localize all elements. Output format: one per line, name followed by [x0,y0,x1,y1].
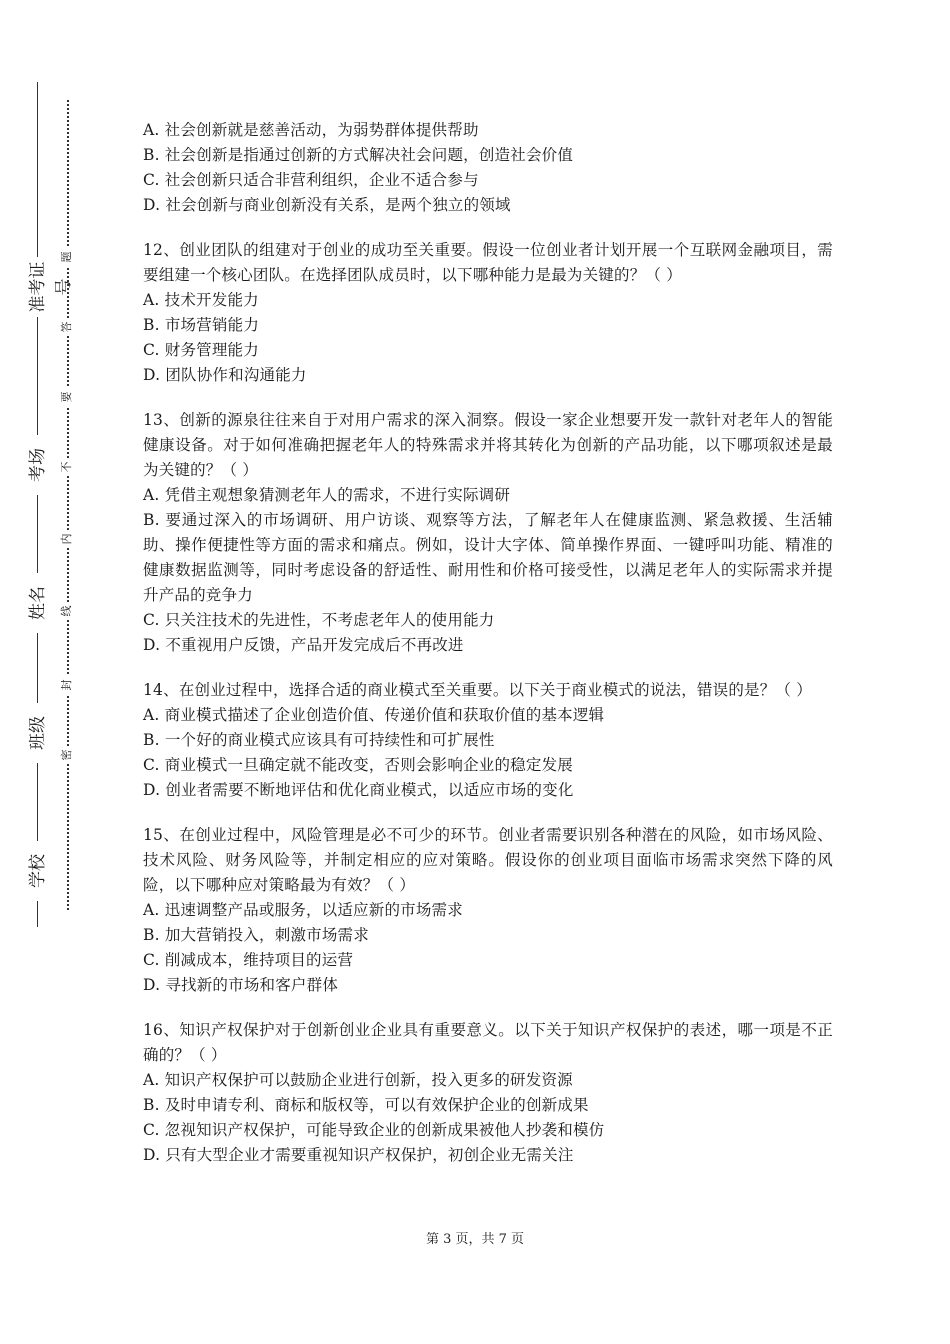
question-stem: 14、在创业过程中，选择合适的商业模式至关重要。以下关于商业模式的说法，错误的是？（ ） [143,681,812,699]
option-a[interactable]: A. 社会创新就是慈善活动，为弱势群体提供帮助 [143,121,479,139]
question-stem: 12、创业团队的组建对于创业的成功至关重要。假设一位创业者计划开展一个互联网金融项目，需要组建一个核心团队。在选择团队成员时，以下哪种能力是最为关键的？（ ） [143,241,833,284]
question-14 [143,678,833,803]
field-exam-number-label: 准考证号 [25,257,51,317]
continued-options [143,118,833,218]
question-stem: 16、知识产权保护对于创新创业企业具有重要意义。以下关于知识产权保护的表述，哪一项是不正确的？（ ） [143,1021,833,1064]
option-b[interactable]: B. 要通过深入的市场调研、用户访谈、观察等方法，了解老年人在健康监测、紧急救援、生活辅助、操作便捷性等方面的需求和痛点。例如，设计大字体、简单操作界面、一键呼叫功能、精准的健康数据监测等，同时考虑设备的舒适性、耐用性和价格可接受性，以满足老年人的实际需求并提升产品的竞争力 [143,511,833,604]
option-c[interactable]: C. 社会创新只适合非营利组织，企业不适合参与 [143,171,479,189]
option-d[interactable]: D. 只有大型企业才需要重视知识产权保护，初创企业无需关注 [143,1146,574,1164]
option-b[interactable]: B. 市场营销能力 [143,316,260,334]
seal-char: 封 [58,676,76,694]
field-exam-room-label: 考场 [25,435,51,495]
option-a[interactable]: A. 商业模式描述了企业创造价值、传递价值和获取价值的基本逻辑 [143,706,605,724]
option-d[interactable]: D. 社会创新与商业创新没有关系，是两个独立的领域 [143,196,511,214]
option-c[interactable]: C. 财务管理能力 [143,341,259,359]
option-a[interactable]: A. 知识产权保护可以鼓励企业进行创新，投入更多的研发资源 [143,1071,573,1089]
option-b[interactable]: B. 加大营销投入，刺激市场需求 [143,926,369,944]
field-class-label: 班级 [25,703,51,763]
option-a[interactable]: A. 技术开发能力 [143,291,259,309]
seal-char: 答 [58,318,76,336]
question-stem: 13、创新的源泉往往来自于对用户需求的深入洞察。假设一家企业想要开发一款针对老年人的智能健康设备。对于如何准确把握老年人的特殊需求并将其转化为创新的产品功能，以下哪项叙述是最为关键的？（ ） [143,411,833,479]
option-d[interactable]: D. 团队协作和沟通能力 [143,366,307,384]
option-b[interactable]: B. 社会创新是指通过创新的方式解决社会问题，创造社会价值 [143,146,574,164]
binding-dotted-line [67,100,69,910]
option-c[interactable]: C. 削减成本，维持项目的运营 [143,951,354,969]
option-b[interactable]: B. 一个好的商业模式应该具有可持续性和可扩展性 [143,731,495,749]
option-a[interactable]: A. 凭借主观想象猜测老年人的需求，不进行实际调研 [143,486,511,504]
binding-solid-line [37,82,38,927]
question-16 [143,1018,833,1168]
question-15 [143,823,833,998]
option-d[interactable]: D. 寻找新的市场和客户群体 [143,976,339,994]
field-school-label: 学校 [25,841,51,901]
seal-char: 不 [58,458,76,476]
question-stem: 15、在创业过程中，风险管理是必不可少的环节。创业者需要识别各种潜在的风险，如市场风险、技术风险、财务风险等，并制定相应的应对策略。假设你的创业项目面临市场需求突然下降的风险，以下哪种应对策略最为有效？（ ） [143,826,833,894]
seal-char: 内 [58,530,76,548]
option-d[interactable]: D. 不重视用户反馈，产品开发完成后不再改进 [143,636,464,654]
option-d[interactable]: D. 创业者需要不断地评估和优化商业模式，以适应市场的变化 [143,781,574,799]
question-content [143,118,833,1168]
seal-char: 要 [58,388,76,406]
field-name-label: 姓名 [25,573,51,633]
seal-char: 线 [58,602,76,620]
option-c[interactable]: C. 只关注技术的先进性，不考虑老年人的使用能力 [143,611,495,629]
option-c[interactable]: C. 忽视知识产权保护，可能导致企业的创新成果被他人抄袭和模仿 [143,1121,605,1139]
seal-char: 题 [58,248,76,266]
question-12 [143,238,833,388]
option-a[interactable]: A. 迅速调整产品或服务，以适应新的市场需求 [143,901,463,919]
option-c[interactable]: C. 商业模式一旦确定就不能改变，否则会影响企业的稳定发展 [143,756,573,774]
question-13 [143,408,833,658]
page-number-footer: 第 3 页，共 7 页 [425,1232,525,1247]
seal-char: 密 [58,746,76,764]
option-b[interactable]: B. 及时申请专利、商标和版权等，可以有效保护企业的创新成果 [143,1096,589,1114]
